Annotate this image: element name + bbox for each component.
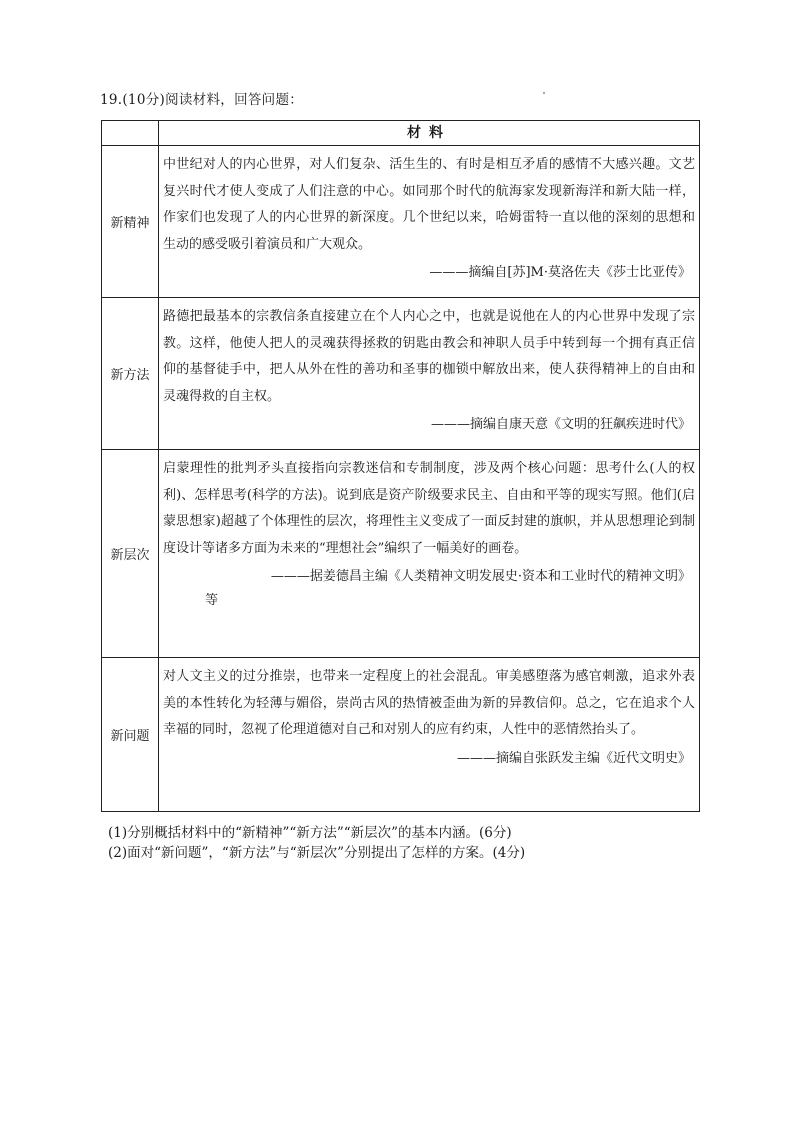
sub-questions bbox=[108, 823, 525, 863]
material-text: 启蒙理性的批判矛头直接指向宗教迷信和专制制度，涉及两个核心问题：思考什么(人的权利)、怎样思考(科学的方法)。说到底是资产阶级要求民主、自由和平等的现实写照。他们(启蒙思想家)超越了个体理性的层次，将理性主义变成了一面反封建的旗帜，并从思想理论到制度设计等诸多方面为未来的“理想社会”编织了一幅美好的画卷。 bbox=[163, 461, 695, 556]
header-empty-cell bbox=[102, 121, 159, 146]
table-row bbox=[102, 658, 700, 812]
row-content bbox=[159, 146, 700, 298]
material-table bbox=[101, 120, 700, 812]
row-label: 新精神 bbox=[102, 146, 159, 298]
material-text: 对人文主义的过分推崇，也带来一定程度上的社会混乱。审美感堕落为感官刺激，追求外表美的本性转化为轻薄与媚俗，崇尚古风的热情被歪曲为新的异教信仰。总之，它在追求个人幸福的同时，忽视了伦理道德对自己和对别人的应有约束，人性中的恶情然抬头了。 bbox=[163, 669, 695, 737]
row-content bbox=[159, 658, 700, 812]
material-source: ———摘编自张跃发主编《近代文明史》 bbox=[456, 750, 691, 766]
row-content bbox=[159, 450, 700, 658]
material-text: 中世纪对人的内心世界，对人们复杂、活生生的、有时是相互矛盾的感情不大感兴趣。文艺复兴时代才使人变成了人们注意的中心。如同那个时代的航海家发现新海洋和新大陆一样，作家们也发现了人的内心世界的新深度。几个世纪以来，哈姆雷特一直以他的深刻的思想和生动的感受吸引着演员和广大观众。 bbox=[163, 157, 695, 252]
row-label: 新层次 bbox=[102, 450, 159, 658]
table-row bbox=[102, 298, 700, 450]
scan-dot bbox=[543, 92, 545, 94]
material-source: ———摘编自[苏]M·莫洛佐夫《莎士比亚传》 bbox=[429, 265, 691, 280]
material-source: ———摘编自康天意《文明的狂飙疾进时代》 bbox=[430, 417, 691, 432]
sub-question-2: (2)面对“新问题”，“新方法”与“新层次”分别提出了怎样的方案。(4分) bbox=[108, 845, 526, 861]
row-content bbox=[159, 298, 700, 450]
table-header: 材料 bbox=[159, 121, 700, 146]
material-text: 路德把最基本的宗教信条直接建立在个人内心之中，也就是说他在人的内心世界中发现了宗教。这样，他使人把人的灵魂获得拯救的钥匙由教会和神职人员手中转到每一个拥有真正信仰的基督徒手中，把人从外在性的善功和圣事的枷锁中解放出来，使人获得精神上的自由和灵魂得救的自主权。 bbox=[163, 309, 695, 404]
sub-question-1: (1)分别概括材料中的“新精神”“新方法”“新层次”的基本内涵。(6分) bbox=[108, 825, 512, 841]
row-label: 新方法 bbox=[102, 298, 159, 450]
table-row bbox=[102, 450, 700, 658]
table-row bbox=[102, 146, 700, 298]
question-title: 19.(10分)阅读材料，回答问题： bbox=[100, 92, 304, 108]
material-source: ———据姜德昌主编《人类精神文明发展史·资本和工业时代的精神文明》 bbox=[270, 569, 691, 584]
row-label: 新问题 bbox=[102, 658, 159, 812]
material-source-extra: 等 bbox=[205, 593, 219, 608]
table-header-row bbox=[102, 121, 700, 146]
